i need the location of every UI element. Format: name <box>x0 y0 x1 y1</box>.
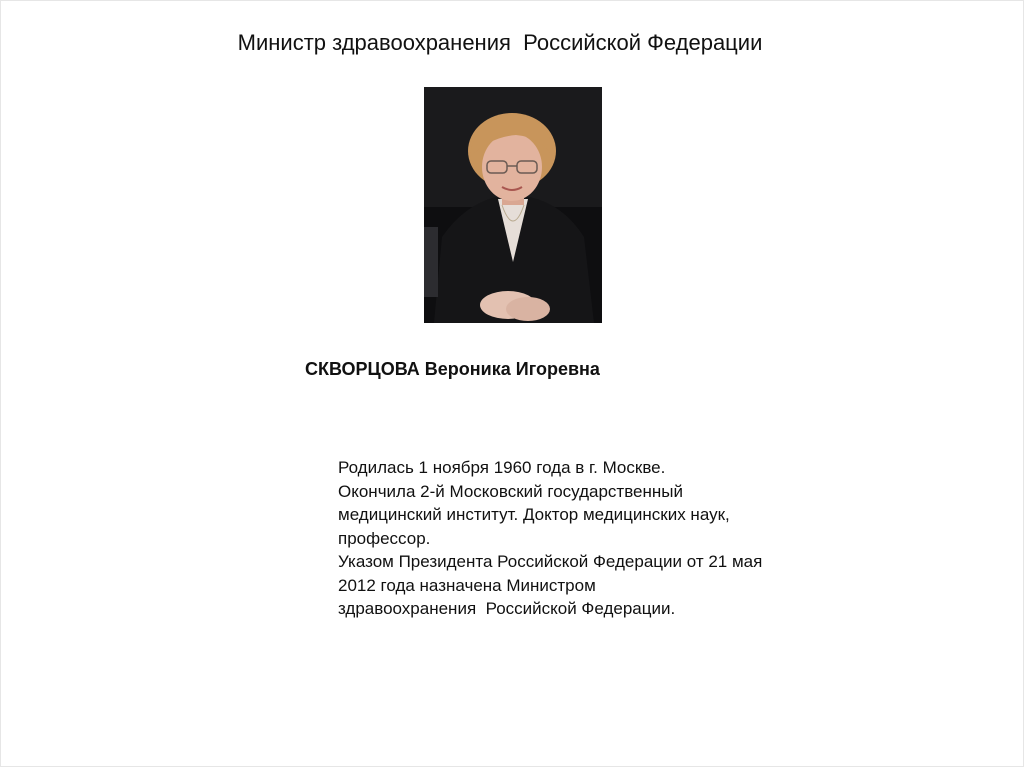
portrait-photo <box>424 87 602 323</box>
bio-line: Родилась 1 ноября 1960 года в г. Москве. <box>338 458 666 477</box>
bio-line: Окончила 2-й Московский государственный <box>338 481 683 501</box>
bio-line: профессор. <box>338 528 431 548</box>
slide-title: Министр здравоохранения Российской Федерации <box>237 30 763 55</box>
biography-text <box>338 456 858 621</box>
bio-line: Указом Президента Российской Федерации от 21 мая <box>338 552 763 571</box>
bio-line: здравоохранения Российской Федерации. <box>338 599 676 618</box>
minister-name: СКВОРЦОВА Вероника Игоревна <box>305 359 600 379</box>
bio-line: 2012 года назначена Министром <box>338 575 596 595</box>
bio-line: медицинский институт. Доктор медицинских наук, <box>338 505 730 524</box>
portrait-image <box>424 87 602 323</box>
